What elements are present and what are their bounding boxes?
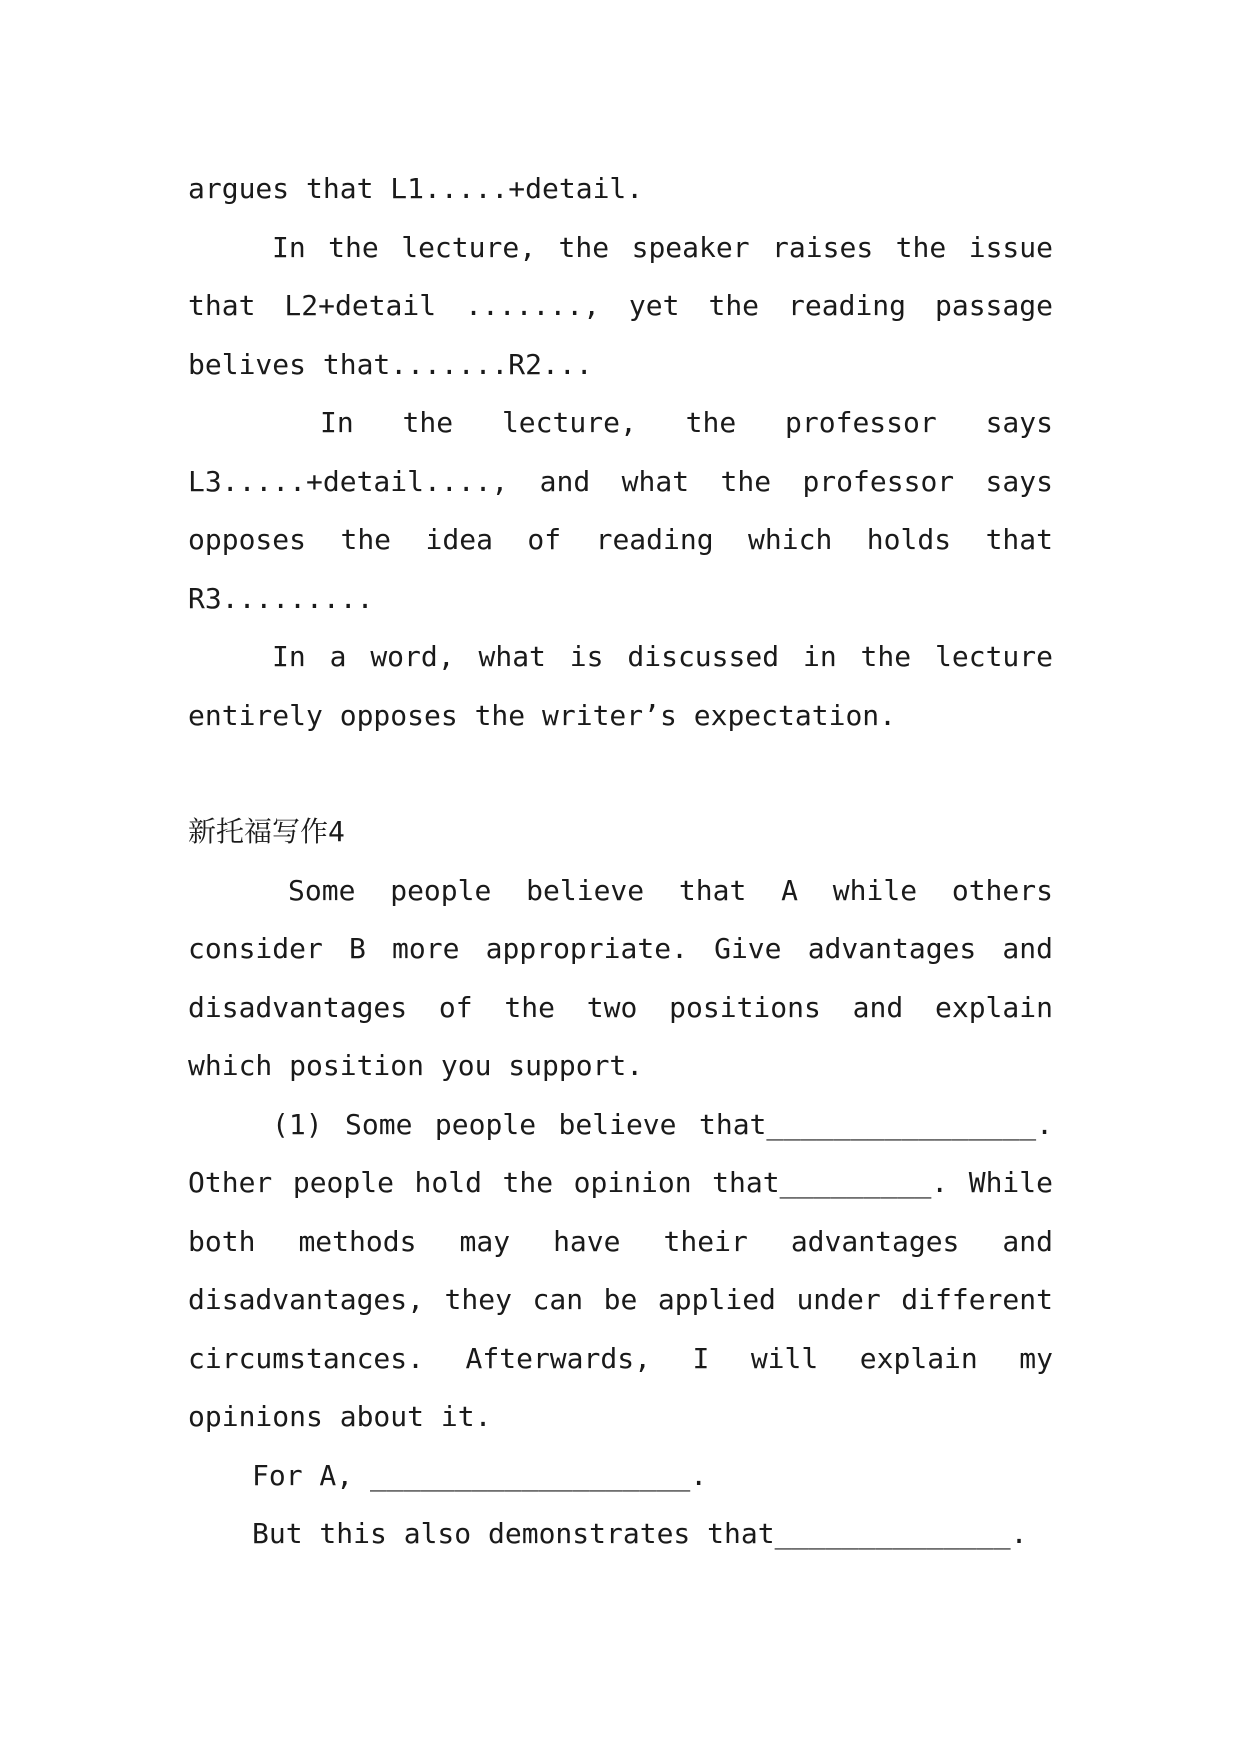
paragraph-conclusion: In a word, what is discussed in the lecture entirely opposes the writer’s expectation. — [188, 640, 1053, 732]
paragraph-lecture-intro: argues that L1.....+detail. — [188, 172, 644, 205]
document-body — [188, 160, 1053, 1564]
essay-template-intro: (1) Some people believe that________________. Other people hold the opinion that_________. While both methods may have their advantages and disadvantages, they can be applied under different circumstances. Afterwards, I will explain my opinions about it. — [188, 1107, 1053, 1433]
section-title: 新托福写作4 — [188, 815, 345, 848]
essay-template-for-a: For A, ___________________. — [252, 1458, 708, 1492]
paragraph-lecture-point-2: In the lecture, the speaker raises the issue that L2+detail ......., yet the reading passage belives that.......R2... — [188, 230, 1053, 381]
essay-template-but: But this also demonstrates that______________. — [252, 1517, 1028, 1550]
essay-prompt: Some people believe that A while others consider B more appropriate. Give advantages and disadvantages of the two positions and explain which position you support. — [188, 873, 1053, 1082]
paragraph-lecture-point-3: In the lecture, the professor says L3.....+detail...., and what the professor says opposes the idea of reading which holds that R3......... — [188, 406, 1053, 615]
